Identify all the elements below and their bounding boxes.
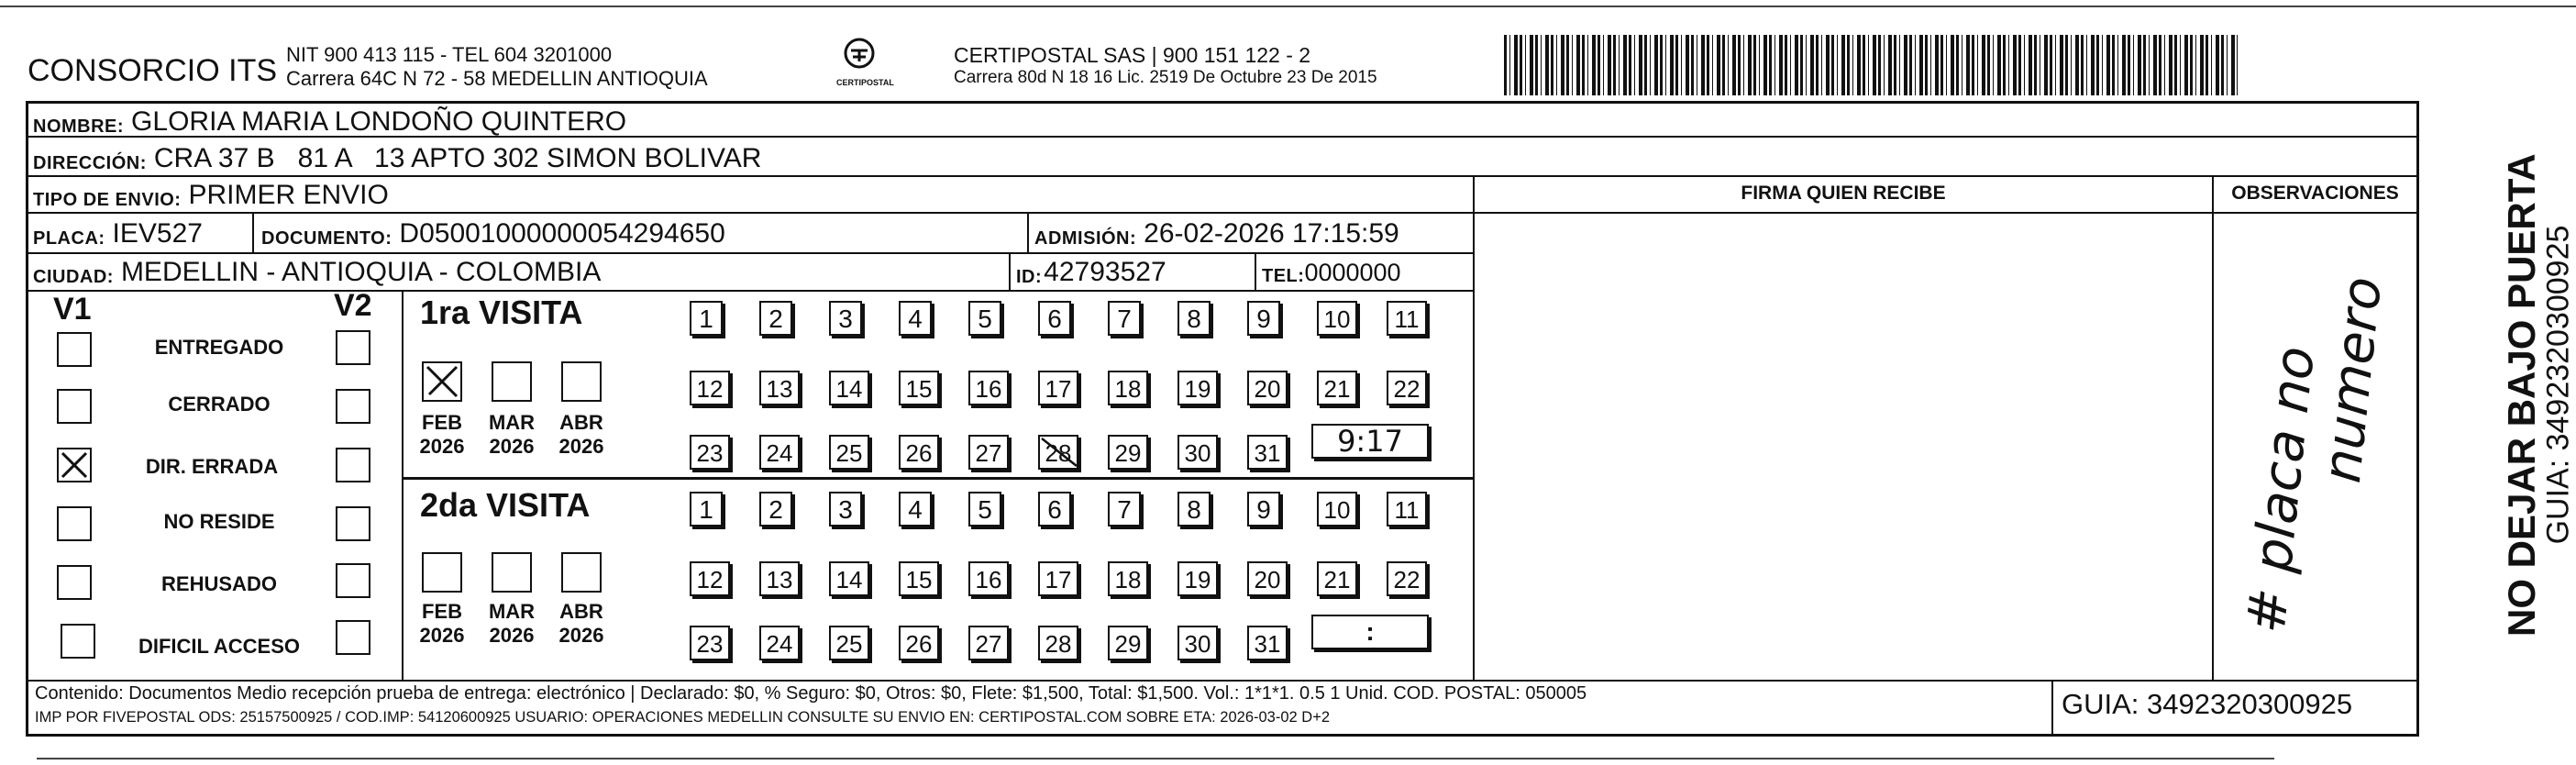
v1-cerrado-checkbox[interactable] xyxy=(57,389,92,424)
x-mark-icon xyxy=(424,363,460,400)
second-visit-month-feb-checkbox[interactable] xyxy=(422,552,462,593)
first-visit-day-31-box[interactable]: 31 xyxy=(1247,435,1288,470)
address-label: DIRECCIÓN: xyxy=(33,153,147,173)
v2-rehusado-checkbox[interactable] xyxy=(336,563,370,598)
second-visit-day-21-box[interactable]: 21 xyxy=(1317,561,1357,596)
second-visit-day-8-box[interactable]: 8 xyxy=(1177,492,1211,527)
first-visit-day-24-box[interactable]: 24 xyxy=(759,435,800,470)
second-visit-day-7-box[interactable]: 7 xyxy=(1108,492,1141,527)
first-visit-day-21-box[interactable]: 21 xyxy=(1317,371,1357,405)
first-visit-day-3-box[interactable]: 3 xyxy=(829,301,862,336)
second-visit-day-31-box[interactable]: 31 xyxy=(1247,626,1288,660)
second-visit-day-4-box[interactable]: 4 xyxy=(899,492,932,527)
v1-label: V1 xyxy=(53,292,92,327)
first-visit-time-box[interactable] xyxy=(1311,424,1429,459)
month-year: 2026 xyxy=(558,435,604,458)
content-line: Contenido: Documentos Medio recepción prueba de entrega: electrónico | Declarado: $0, % Seguro: $0, Otros: $0, Flete: $1,500, Total: $1,500. Vol.: 1*1*1. 0.5 1 Unid. COD. POSTAL: 050005 xyxy=(35,683,1587,704)
first-visit-month-mar xyxy=(486,411,537,459)
second-visit-day-29-box[interactable]: 29 xyxy=(1108,626,1148,660)
second-visit-day-25-box[interactable]: 25 xyxy=(829,626,869,660)
observation-handwritten-line-2: numero xyxy=(2309,273,2394,486)
first-visit-month-mar-checkbox[interactable] xyxy=(492,361,532,402)
reason-rehusado: REHUSADO xyxy=(161,572,277,595)
id-field xyxy=(1016,257,1166,288)
side-guide-number: GUIA: 3492320300925 xyxy=(2540,225,2576,545)
signature-area xyxy=(1475,213,2212,679)
first-visit-day-7-box[interactable]: 7 xyxy=(1108,301,1141,336)
second-visit-day-19-box[interactable]: 19 xyxy=(1177,561,1218,596)
logo-text: CERTIPOSTAL xyxy=(836,78,894,87)
certipostal-logo-icon xyxy=(836,37,894,90)
document-label: DOCUMENTO: xyxy=(261,228,392,249)
second-visit-time: : xyxy=(1365,617,1375,646)
barcode xyxy=(1504,35,2238,95)
company-address: Carrera 64C N 72 - 58 MEDELLIN ANTIOQUIA xyxy=(286,67,708,90)
first-visit-day-1-box[interactable]: 1 xyxy=(690,301,723,336)
carrier-name: CERTIPOSTAL SAS | 900 151 122 - 2 xyxy=(954,43,1311,67)
plate-field xyxy=(33,218,203,249)
v1-entregado-checkbox[interactable] xyxy=(57,332,92,367)
first-visit-month-abr xyxy=(556,411,607,459)
month-year: 2026 xyxy=(419,435,465,458)
first-visit-day-4-box[interactable]: 4 xyxy=(899,301,932,336)
month-name: FEB xyxy=(422,411,462,434)
reason-dificil-acceso: DIFICIL ACCESO xyxy=(138,635,300,658)
second-visit-day-12-box[interactable]: 12 xyxy=(690,561,730,596)
second-visit-day-6-box[interactable]: 6 xyxy=(1038,492,1071,527)
first-visit-day-15-box[interactable]: 15 xyxy=(899,371,939,405)
first-visit-day-6-box[interactable]: 6 xyxy=(1038,301,1071,336)
no-dejar-bajo-puerta-warning: NO DEJAR BAJO PUERTA xyxy=(2500,153,2543,637)
first-visit-day-11-box[interactable]: 11 xyxy=(1387,301,1427,336)
first-visit-day-19-box[interactable]: 19 xyxy=(1177,371,1218,405)
tel-field xyxy=(1262,259,1401,287)
second-visit-day-17-box[interactable]: 17 xyxy=(1038,561,1078,596)
first-visit-day-13-box[interactable]: 13 xyxy=(759,371,800,405)
v2-no-reside-checkbox[interactable] xyxy=(336,506,370,541)
id-label: ID: xyxy=(1016,267,1043,287)
reason-no-reside: NO RESIDE xyxy=(163,510,275,533)
second-visit-day-16-box[interactable]: 16 xyxy=(968,561,1009,596)
second-visit-day-10-box[interactable]: 10 xyxy=(1317,492,1357,527)
second-visit-month-abr xyxy=(556,600,607,648)
first-visit-day-14-box[interactable]: 14 xyxy=(829,371,869,405)
shipment-type-label: TIPO DE ENVIO: xyxy=(33,190,182,210)
document-field xyxy=(261,218,725,249)
city-field xyxy=(33,257,601,288)
admission-value: 26-02-2026 17:15:59 xyxy=(1144,218,1399,249)
second-visit-month-abr-checkbox[interactable] xyxy=(561,552,602,593)
first-visit-day-28-box[interactable]: 28 xyxy=(1038,435,1078,470)
month-name: MAR xyxy=(488,600,536,623)
company-name: CONSORCIO ITS xyxy=(28,53,278,88)
second-visit-title: 2da VISITA xyxy=(420,486,591,524)
first-visit-month-abr-checkbox[interactable] xyxy=(561,361,602,402)
v2-entregado-checkbox[interactable] xyxy=(336,330,370,365)
month-name: ABR xyxy=(559,411,603,434)
tel-value: 0000000 xyxy=(1304,259,1401,286)
name-field xyxy=(33,106,626,138)
v2-cerrado-checkbox[interactable] xyxy=(336,389,370,424)
second-visit-day-30-box[interactable]: 30 xyxy=(1177,626,1218,660)
v2-label: V2 xyxy=(334,288,372,323)
carrier-address: Carrera 80d N 18 16 Lic. 2519 De Octubre 23 De 2015 xyxy=(954,68,1377,87)
first-visit-day-25-box[interactable]: 25 xyxy=(829,435,869,470)
print-line: IMP POR FIVEPOSTAL ODS: 25157500925 / COD.IMP: 54120600925 USUARIO: OPERACIONES MEDELLIN CONSULTE SU ENVIO EN: CERTIPOSTAL.COM SOBRE ETA: 2026-03-02 D+2 xyxy=(35,709,1331,726)
first-visit-title: 1ra VISITA xyxy=(420,294,583,331)
second-visit-month-feb xyxy=(416,600,468,648)
company-nit: NIT 900 413 115 - TEL 604 3201000 xyxy=(286,43,613,66)
first-visit-day-2-box[interactable]: 2 xyxy=(759,301,792,336)
second-visit-day-24-box[interactable]: 24 xyxy=(759,626,800,660)
first-visit-day-26-box[interactable]: 26 xyxy=(899,435,939,470)
plate-label: PLACA: xyxy=(33,228,105,249)
city-label: CIUDAD: xyxy=(33,267,114,287)
v1-dir-errada-checkbox[interactable] xyxy=(57,448,92,482)
admission-label: ADMISIÓN: xyxy=(1034,228,1137,249)
first-visit-day-17-box[interactable]: 17 xyxy=(1038,371,1078,405)
first-visit-day-10-box[interactable]: 10 xyxy=(1317,301,1357,336)
second-visit-day-14-box[interactable]: 14 xyxy=(829,561,869,596)
city-value: MEDELLIN - ANTIOQUIA - COLOMBIA xyxy=(120,257,602,287)
second-visit-day-22-box[interactable]: 22 xyxy=(1387,561,1427,596)
month-name: ABR xyxy=(559,600,603,623)
second-visit-day-26-box[interactable]: 26 xyxy=(899,626,939,660)
second-visit-month-mar-checkbox[interactable] xyxy=(492,552,532,593)
month-name: FEB xyxy=(422,600,462,623)
v1-rehusado-checkbox[interactable] xyxy=(57,565,92,600)
second-visit-day-27-box[interactable]: 27 xyxy=(968,626,1009,660)
tel-label: TEL: xyxy=(1262,266,1305,286)
first-visit-month-feb xyxy=(416,411,468,459)
document-value: D05001000000054294650 xyxy=(399,218,725,249)
reason-dir-errada: DIR. ERRADA xyxy=(145,455,279,478)
first-visit-day-16-box[interactable]: 16 xyxy=(968,371,1009,405)
first-visit-day-30-box[interactable]: 30 xyxy=(1177,435,1218,470)
name-label: NOMBRE: xyxy=(33,116,125,137)
shipment-type-field xyxy=(33,180,389,211)
first-visit-day-20-box[interactable]: 20 xyxy=(1247,371,1288,405)
v1-dificil-acceso-checkbox[interactable] xyxy=(61,624,95,659)
second-visit-day-28-box[interactable]: 28 xyxy=(1038,626,1078,660)
reason-entregado: ENTREGADO xyxy=(154,336,284,359)
reason-cerrado: CERRADO xyxy=(168,393,271,416)
first-visit-time: 9:17 xyxy=(1337,424,1403,459)
first-visit-day-12-box[interactable]: 12 xyxy=(690,371,730,405)
first-visit-day-18-box[interactable]: 18 xyxy=(1108,371,1148,405)
second-visit-day-3-box[interactable]: 3 xyxy=(829,492,862,527)
observation-handwritten-line-1: # placa no xyxy=(2234,343,2327,637)
first-visit-day-29-box[interactable]: 29 xyxy=(1108,435,1148,470)
first-visit-day-27-box[interactable]: 27 xyxy=(968,435,1009,470)
v2-dir-errada-checkbox[interactable] xyxy=(336,448,370,482)
second-visit-month-mar xyxy=(486,600,537,648)
first-visit-month-feb-checkbox[interactable] xyxy=(422,361,462,402)
month-year: 2026 xyxy=(489,624,535,647)
shipment-type-value: PRIMER ENVIO xyxy=(188,180,389,210)
second-visit-day-2-box[interactable]: 2 xyxy=(759,492,792,527)
x-mark-icon xyxy=(59,449,90,481)
first-visit-day-22-box[interactable]: 22 xyxy=(1387,371,1427,405)
second-visit-day-11-box[interactable]: 11 xyxy=(1387,492,1427,527)
v1-no-reside-checkbox[interactable] xyxy=(57,506,92,541)
month-year: 2026 xyxy=(419,624,465,647)
observations-header: OBSERVACIONES xyxy=(2231,183,2399,204)
second-visit-day-18-box[interactable]: 18 xyxy=(1108,561,1148,596)
first-visit-day-5-box[interactable]: 5 xyxy=(968,301,1001,336)
month-year: 2026 xyxy=(558,624,604,647)
second-visit-day-20-box[interactable]: 20 xyxy=(1247,561,1288,596)
first-visit-day-23-box[interactable]: 23 xyxy=(690,435,730,470)
second-visit-day-15-box[interactable]: 15 xyxy=(899,561,939,596)
second-visit-day-9-box[interactable]: 9 xyxy=(1247,492,1280,527)
footer-guide-number: GUIA: 3492320300925 xyxy=(2062,688,2353,720)
signature-header: FIRMA QUIEN RECIBE xyxy=(1741,183,1946,204)
second-visit-day-23-box[interactable]: 23 xyxy=(690,626,730,660)
address-value: CRA 37 B 81 A 13 APTO 302 SIMON BOLIVAR xyxy=(153,143,762,173)
plate-value: IEV527 xyxy=(112,218,203,249)
admission-field xyxy=(1034,218,1399,249)
month-year: 2026 xyxy=(489,435,535,458)
v2-dificil-acceso-checkbox[interactable] xyxy=(336,620,370,655)
address-field xyxy=(33,143,761,174)
id-value: 42793527 xyxy=(1044,257,1166,287)
second-visit-day-5-box[interactable]: 5 xyxy=(968,492,1001,527)
name-value: GLORIA MARIA LONDOÑO QUINTERO xyxy=(131,106,627,137)
slash-mark-icon xyxy=(1040,437,1078,468)
second-visit-time-box[interactable] xyxy=(1311,615,1429,649)
second-visit-day-1-box[interactable]: 1 xyxy=(690,492,723,527)
first-visit-day-8-box[interactable]: 8 xyxy=(1177,301,1211,336)
month-name: MAR xyxy=(488,411,536,434)
first-visit-day-9-box[interactable]: 9 xyxy=(1247,301,1280,336)
second-visit-day-13-box[interactable]: 13 xyxy=(759,561,800,596)
